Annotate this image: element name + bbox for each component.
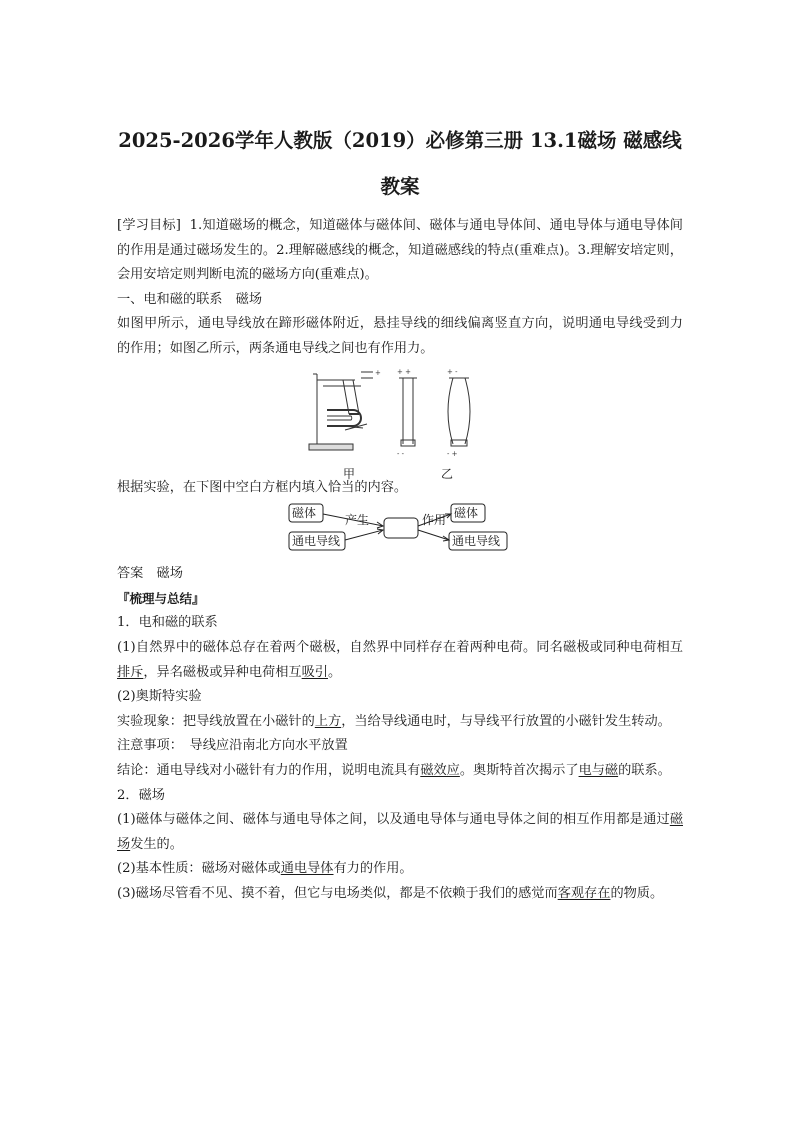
text-span: 有力的作用。 xyxy=(333,861,413,877)
concept-arrow-right-label: 作用 xyxy=(422,513,447,528)
concept-right-top: 磁体 xyxy=(454,506,479,521)
document-title: 2025-2026学年人教版（2019）必修第三册 13.1磁场 磁感线 教案 xyxy=(118,129,682,198)
figure-caption-a: 甲 xyxy=(343,466,356,481)
svg-text:- -: - - xyxy=(397,449,404,458)
concept-arrow-left-label: 产生 xyxy=(345,513,370,528)
text-span: ，异名磁极或异种电荷相互 xyxy=(143,664,302,680)
blank-above: 上方 xyxy=(314,713,342,729)
svg-text:+ +: + + xyxy=(397,367,411,376)
subsection-2-heading: 2．磁场 xyxy=(117,787,165,803)
phenomenon-paragraph xyxy=(117,710,683,735)
text-span: 的联系。 xyxy=(618,762,671,778)
text-span: 。 xyxy=(328,664,342,680)
field-paragraph-1 xyxy=(117,808,683,857)
text-span: 结论：通电导线对小磁针有力的作用，说明电流具有 xyxy=(117,762,421,778)
blank-attract: 吸引 xyxy=(301,664,328,680)
field-paragraph-3 xyxy=(117,882,683,907)
fill-instruction: 根据实验，在下图中空白方框内填入恰当的内容。 xyxy=(117,479,408,495)
svg-text:- +: - + xyxy=(447,449,458,458)
text-span: (1)自然界中的磁体总存在着两个磁极，自然界中同样存在着两种电荷。同名磁极或同种电荷相互 xyxy=(117,639,683,655)
subsection-1-heading: 1．电和磁的联系 xyxy=(117,615,218,631)
text-span: 。奥斯特首次揭示了 xyxy=(459,762,579,778)
text-span: ，当给导线通电时，与导线平行放置的小磁针发生转动。 xyxy=(341,713,671,729)
document-page xyxy=(117,118,683,906)
conclusion-paragraph xyxy=(117,759,683,784)
summary-heading: 『梳理与总结』 xyxy=(117,590,205,606)
text-span: (3)磁场尽管看不见、摸不着，但它与电场类似，都是不依赖于我们的感觉而 xyxy=(117,885,558,901)
field-paragraph-2 xyxy=(117,857,683,882)
concept-map xyxy=(117,502,683,558)
experiment-figure xyxy=(117,366,683,481)
section-heading-1: 一、电和磁的联系 磁场 xyxy=(117,291,263,307)
blank-magnetic-effect: 磁效应 xyxy=(420,762,460,778)
magnet-charge-paragraph xyxy=(117,636,683,685)
oersted-heading: (2)奥斯特实验 xyxy=(117,689,202,705)
blank-objective-existence: 客观存在 xyxy=(557,885,611,901)
blank-repel: 排斥 xyxy=(117,664,144,680)
svg-text:+: + xyxy=(375,368,381,377)
experiment-illustration xyxy=(303,366,503,466)
blank-current-conductor: 通电导体 xyxy=(280,861,334,877)
svg-text:+ -: + - xyxy=(447,367,458,376)
text-span: 的物质。 xyxy=(610,885,664,901)
concept-left-bottom: 通电导线 xyxy=(292,534,341,549)
blank-electricity-magnetism: 电与磁 xyxy=(578,762,619,778)
answer-line: 答案 磁场 xyxy=(117,566,183,582)
text-span: (1)磁体与磁体之间、磁体与通电导体之间，以及通电导体与通电导体之间的相互作用都是通过 xyxy=(117,812,670,828)
notice-paragraph: 注意事项： 导线应沿南北方向水平放置 xyxy=(117,738,348,754)
learning-objectives xyxy=(117,214,683,288)
figure-caption-b: 乙 xyxy=(441,466,454,481)
intro-paragraph: 如图甲所示，通电导线放在蹄形磁体附近，悬挂导线的细线偏离竖直方向，说明通电导线受到力的作用；如图乙所示，两条通电导线之间也有作用力。 xyxy=(117,316,683,356)
objectives-text: 1.知道磁场的概念，知道磁体与磁体间、磁体与通电导体间、通电导体与通电导体间的作用是通过磁场发生的。2.理解磁感线的概念，知道磁感线的特点(重难点)。3.理解安培定则，会用安培定则判断电流的磁场方向(重难点)。 xyxy=(117,218,683,283)
text-span: (2)基本性质：磁场对磁体或 xyxy=(117,861,281,877)
text-span: 实验现象：把导线放置在小磁针的 xyxy=(117,713,315,729)
blank-magnetic-field: 磁场 xyxy=(117,812,683,852)
concept-left-top: 磁体 xyxy=(292,506,317,521)
objectives-label: [学习目标] xyxy=(117,218,181,233)
text-span: 发生的。 xyxy=(130,836,183,852)
concept-right-bottom: 通电导线 xyxy=(452,534,501,549)
